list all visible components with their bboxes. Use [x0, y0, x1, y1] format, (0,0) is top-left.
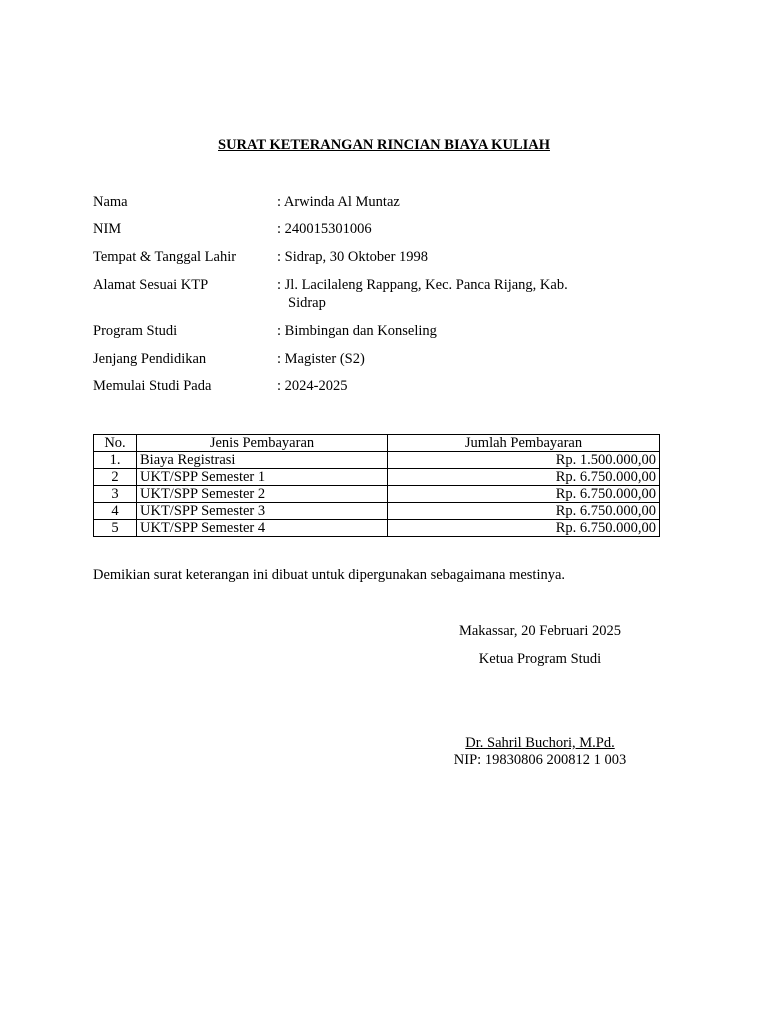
document-title: SURAT KETERANGAN RINCIAN BIAYA KULIAH: [218, 137, 550, 153]
cell-jenis: UKT/SPP Semester 2: [137, 486, 388, 503]
table-header-row: [94, 435, 660, 452]
cell-no: 3: [94, 486, 137, 503]
value-mulai-studi: : 2024-2025: [277, 378, 348, 394]
table-row: [94, 520, 660, 537]
label-alamat: Alamat Sesuai KTP: [93, 277, 209, 293]
header-no: No.: [94, 435, 137, 452]
table-row: [94, 452, 660, 469]
cell-jenis: UKT/SPP Semester 4: [137, 520, 388, 537]
table-row: [94, 486, 660, 503]
cell-jumlah: Rp. 1.500.000,00: [388, 452, 660, 469]
cell-jumlah: Rp. 6.750.000,00: [388, 520, 660, 537]
cell-no: 4: [94, 503, 137, 520]
label-ttl: Tempat & Tanggal Lahir: [93, 249, 237, 265]
table-row: [94, 469, 660, 486]
header-jumlah: Jumlah Pembayaran: [388, 435, 660, 452]
cell-jumlah: Rp. 6.750.000,00: [388, 469, 660, 486]
fee-table: [93, 434, 660, 537]
cell-jumlah: Rp. 6.750.000,00: [388, 503, 660, 520]
label-nama: Nama: [93, 194, 128, 210]
cell-no: 5: [94, 520, 137, 537]
label-program-studi: Program Studi: [93, 323, 178, 339]
value-nim: : 240015301006: [277, 221, 372, 237]
label-mulai-studi: Memulai Studi Pada: [93, 378, 212, 394]
value-ttl: : Sidrap, 30 Oktober 1998: [277, 249, 429, 265]
value-nama: : Arwinda Al Muntaz: [277, 194, 400, 210]
cell-jenis: UKT/SPP Semester 1: [137, 469, 388, 486]
value-alamat: : Jl. Lacilaleng Rappang, Kec. Panca Rijang, Kab.: [277, 277, 568, 293]
signer-nip: NIP: 19830806 200812 1 003: [453, 752, 627, 768]
closing-statement: Demikian surat keterangan ini dibuat untuk dipergunakan sebagaimana mestinya.: [93, 567, 566, 583]
value-jenjang: : Magister (S2): [277, 351, 365, 367]
value-program-studi: : Bimbingan dan Konseling: [277, 323, 437, 339]
label-jenjang: Jenjang Pendidikan: [93, 351, 207, 367]
label-nim: NIM: [93, 221, 122, 237]
header-jenis: Jenis Pembayaran: [137, 435, 388, 452]
cell-jumlah: Rp. 6.750.000,00: [388, 486, 660, 503]
cell-jenis: UKT/SPP Semester 3: [137, 503, 388, 520]
cell-no: 1.: [94, 452, 137, 469]
signer-position: Ketua Program Studi: [478, 651, 602, 667]
cell-jenis: Biaya Registrasi: [137, 452, 388, 469]
cell-no: 2: [94, 469, 137, 486]
signer-name: Dr. Sahril Buchori, M.Pd.: [465, 735, 615, 751]
place-date: Makassar, 20 Februari 2025: [458, 623, 622, 639]
table-row: [94, 503, 660, 520]
value-alamat-cont: Sidrap: [288, 295, 326, 311]
